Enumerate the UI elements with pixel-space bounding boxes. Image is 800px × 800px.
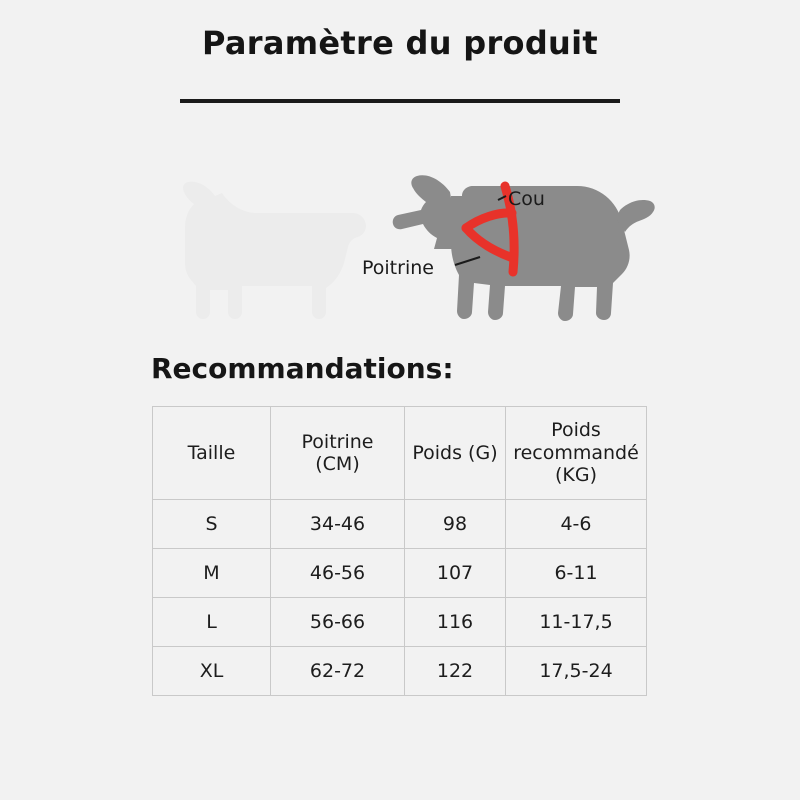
cell-poitrine: 34-46 <box>271 500 405 549</box>
cell-poids: 116 <box>405 598 506 647</box>
page-title: Paramètre du produit <box>202 24 598 62</box>
header-poitrine <box>271 407 405 500</box>
cell-poids-recommande: 4-6 <box>506 500 647 549</box>
cell-taille: S <box>153 500 271 549</box>
header-poids-line1: Poids (G) <box>412 441 498 464</box>
table-row <box>153 647 647 696</box>
header-taille <box>153 407 271 500</box>
cell-poids: 107 <box>405 549 506 598</box>
table-row <box>153 549 647 598</box>
size-table-wrapper <box>152 406 646 696</box>
cell-poitrine: 56-66 <box>271 598 405 647</box>
header-poids <box>405 407 506 500</box>
cell-poids-recommande: 11-17,5 <box>506 598 647 647</box>
cell-taille: M <box>153 549 271 598</box>
header-poids-recommande-line3: (KG) <box>554 464 597 487</box>
cell-taille: XL <box>153 647 271 696</box>
header-poitrine-line1: Poitrine <box>301 430 374 453</box>
label-leader-lines <box>150 140 670 355</box>
header-poitrine-line2: (CM) <box>315 453 360 475</box>
cell-poids-recommande: 6-11 <box>506 549 647 598</box>
label-neck: Cou <box>508 188 545 210</box>
dog-measurement-illustration <box>150 140 670 355</box>
recommendations-heading: Recommandations: <box>151 352 454 385</box>
size-table <box>152 406 647 696</box>
table-header-row <box>153 407 647 500</box>
header-poids-recommande-line1: Poids <box>551 419 601 442</box>
table-row <box>153 598 647 647</box>
title-divider <box>180 99 620 103</box>
cell-taille: L <box>153 598 271 647</box>
header-poids-recommande <box>506 407 647 500</box>
header-poids-recommande-line2: recommandé <box>513 441 639 464</box>
cell-poitrine: 46-56 <box>271 549 405 598</box>
table-row <box>153 500 647 549</box>
label-chest: Poitrine <box>362 257 434 279</box>
cell-poids: 122 <box>405 647 506 696</box>
cell-poids-recommande: 17,5-24 <box>506 647 647 696</box>
cell-poids: 98 <box>405 500 506 549</box>
cell-poitrine: 62-72 <box>271 647 405 696</box>
header-taille-line1: Taille <box>187 441 236 464</box>
